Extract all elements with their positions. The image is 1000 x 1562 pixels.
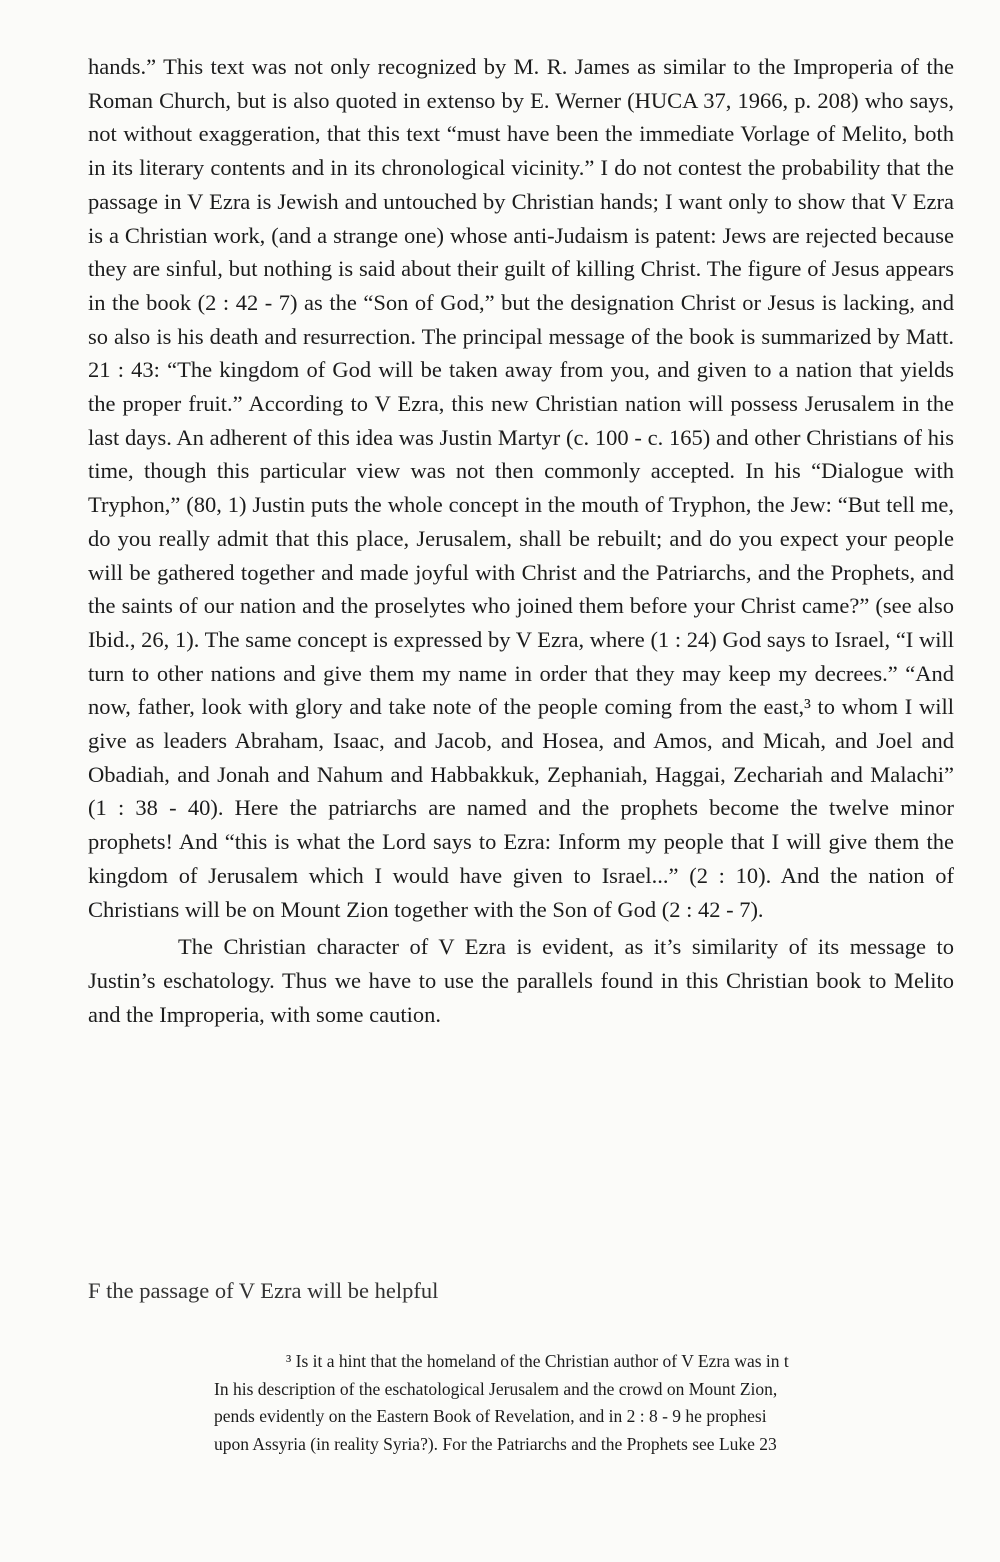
footnote-line-4: upon Assyria (in reality Syria?). For the Patriarchs and the Prophets see Luke 23 bbox=[214, 1433, 777, 1454]
body-text bbox=[88, 50, 954, 1031]
footnote-line-3: pends evidently on the Eastern Book of Revelation, and in 2 : 8 - 9 he prophesi bbox=[214, 1406, 767, 1426]
footnote bbox=[214, 1348, 1000, 1458]
footnote-line-1: ³ Is it a hint that the homeland of the Christian author of V Ezra was in t bbox=[286, 1351, 789, 1371]
cut-off-line-text: F the passage of V Ezra will be helpful bbox=[88, 1278, 439, 1303]
paragraph-2: The Christian character of V Ezra is evident, as it’s similarity of its message to Justin’s eschatology. Thus we have to use the parallels found in this Christian book to Melito and the Improperia, with some caution. bbox=[88, 934, 954, 1027]
cut-off-line bbox=[88, 1278, 588, 1308]
paragraph-1: hands.” This text was not only recognized by M. R. James as similar to the Improperia of the Roman Church, but is also quoted in extenso by E. Werner (HUCA 37, 1966, p. 208) who says, not without exaggeration, that this text “must have been the immediate Vorlage of Melito, both in its literary contents and in its chronological vicinity.” I do not contest the probability that the passage in V Ezra is Jewish and untouched by Christian hands; I want only to show that V Ezra is a Christian work, (and a strange one) whose anti-Judaism is patent: Jews are rejected because they are sinful, but nothing is said about their guilt of killing Christ. The figure of Jesus appears in the book (2 : 42 - 7) as the “Son of God,” but the designation Christ or Jesus is lacking, and so also is his death and resurrection. The principal message of the book is summarized by Matt. 21 : 43: “The kingdom of God will be taken away from you, and given to a nation that yields the proper fruit.” According to V Ezra, this new Christian nation will possess Jerusalem in the last days. An adherent of this idea was Justin Martyr (c. 100 - c. 165) and other Christians of his time, though this particular view was not then commonly accepted. In his “Dialogue with Tryphon,” (80, 1) Justin puts the whole concept in the mouth of Tryphon, the Jew: “But tell me, do you really admit that this place, Jerusalem, shall be rebuilt; and do you expect your people will be gathered together and made joyful with Christ and the Patriarchs, and the Prophets, and the saints of our nation and the proselytes who joined them before your Christ came?” (see also Ibid., 26, 1). The same concept is expressed by V Ezra, where (1 : 24) God says to Israel, “I will turn to other nations and give them my name in order that they may keep my decrees.” “And now, father, look with glory and take note of the people coming from the east,³ to whom I will give as leaders Abraham, Isaac, and Jacob, and Hosea, and Amos, and Micah, and Joel and Obadiah, and Jonah and Nahum and Habbakkuk, Zephaniah, Haggai, Zechariah and Malachi” (1 : 38 - 40). Here the patriarchs are named and the prophets become the twelve minor prophets! And “this is what the Lord says to Ezra: Inform my people that I will give them the kingdom of Jerusalem which I would have given to Israel...” (2 : 10). And the nation of Christians will be on Mount Zion together with the Son of God (2 : 42 - 7). bbox=[88, 54, 954, 922]
footnote-line-2: In his description of the eschatological Jerusalem and the crowd on Mount Zion, bbox=[214, 1378, 778, 1399]
